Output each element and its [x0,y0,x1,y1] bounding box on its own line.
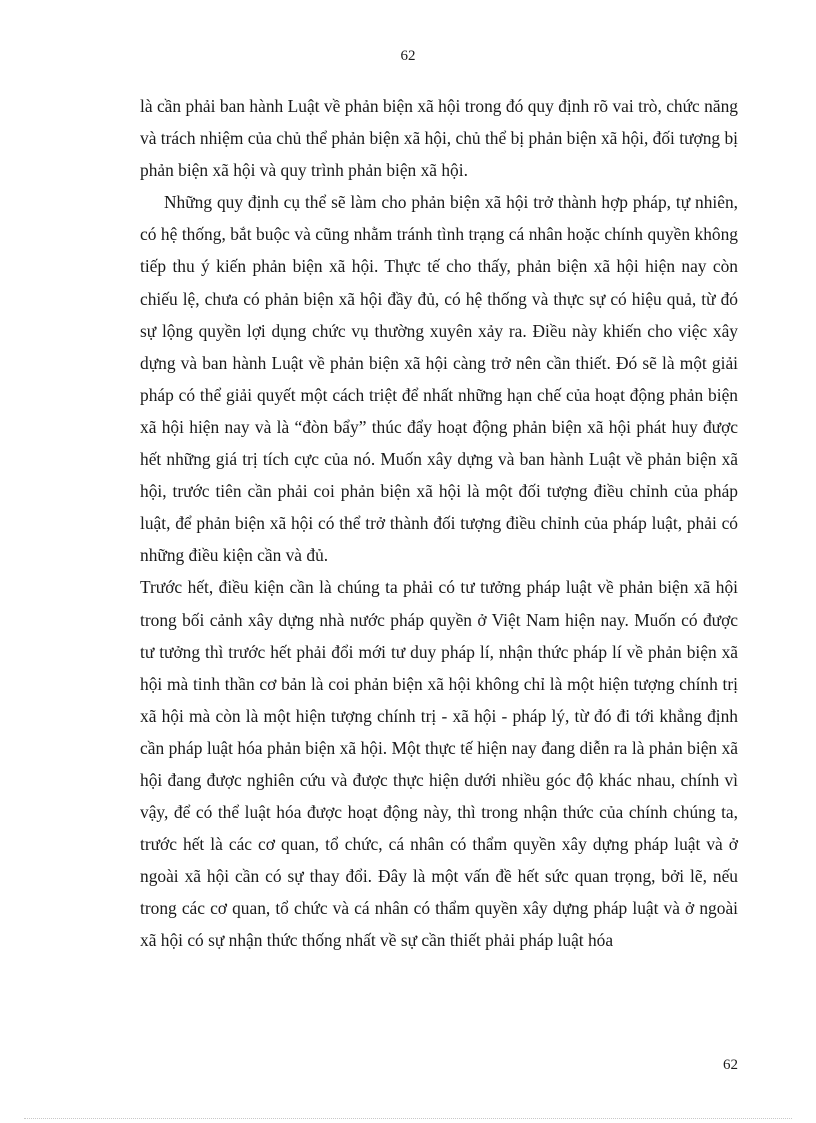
paragraph-2: Những quy định cụ thể sẽ làm cho phản biện xã hội trở thành hợp pháp, tự nhiên, có hệ thống, bắt buộc và cũng nhằm tránh tình trạng cá nhân hoặc chính quyền không tiếp thu ý kiến phản biện xã hội. Thực tế cho thấy, phản biện xã hội hiện nay còn chiếu lệ, chưa có phản biện xã hội đầy đủ, có hệ thống và thực sự có hiệu quả, từ đó sự lộng quyền lợi dụng chức vụ thường xuyên xảy ra. Điều này khiến cho việc xây dựng và ban hành Luật về phản biện xã hội càng trở nên cần thiết. Đó sẽ là một giải pháp có thể giải quyết một cách triệt để nhất những hạn chế của hoạt động phản biện xã hội hiện nay và là “đòn bẩy” thúc đẩy hoạt động phản biện xã hội phát huy được hết những giá trị tích cực của nó. Muốn xây dựng và ban hành Luật về phản biện xã hội, trước tiên cần phải coi phản biện xã hội là một đối tượng điều chỉnh của pháp luật, để phản biện xã hội có thể trở thành đối tượng điều chỉnh của pháp luật, phải có những điều kiện cần và đủ. [140,192,738,566]
footer-divider [24,1118,792,1119]
page-number-bottom: 62 [723,1057,738,1073]
body-text [140,90,738,957]
page-number-top: 62 [400,48,416,64]
paragraph-1: là cần phải ban hành Luật về phản biện xã hội trong đó quy định rõ vai trò, chức năng và trách nhiệm của chủ thể phản biện xã hội, chủ thể bị phản biện xã hội, đối tượng bị phản biện xã hội và quy trình phản biện xã hội. [140,96,738,181]
paragraph-3: Trước hết, điều kiện cần là chúng ta phải có tư tưởng pháp luật về phản biện xã hội trong bối cảnh xây dựng nhà nước pháp quyền ở Việt Nam hiện nay. Muốn có được tư tưởng thì trước hết phải đổi mới tư duy pháp lí, nhận thức pháp lí về phản biện xã hội mà tinh thần cơ bản là coi phản biện xã hội không chỉ là một hiện tượng chính trị xã hội mà còn là một hiện tượng chính trị - xã hội - pháp lý, từ đó đi tới khẳng định cần pháp luật hóa phản biện xã hội. Một thực tế hiện nay đang diễn ra là phản biện xã hội đang được nghiên cứu và được thực hiện dưới nhiều góc độ khác nhau, chính vì vậy, để có thể luật hóa được hoạt động này, thì trong nhận thức của chính chúng ta, trước hết là các cơ quan, tổ chức, cá nhân có thẩm quyền xây dựng pháp luật và ở ngoài xã hội cần có sự thay đổi. Đây là một vấn đề hết sức quan trọng, bởi lẽ, nếu trong các cơ quan, tổ chức và cá nhân có thẩm quyền xây dựng pháp luật và ở ngoài xã hội có sự nhận thức thống nhất về sự cần thiết phải pháp luật hóa [140,577,738,951]
